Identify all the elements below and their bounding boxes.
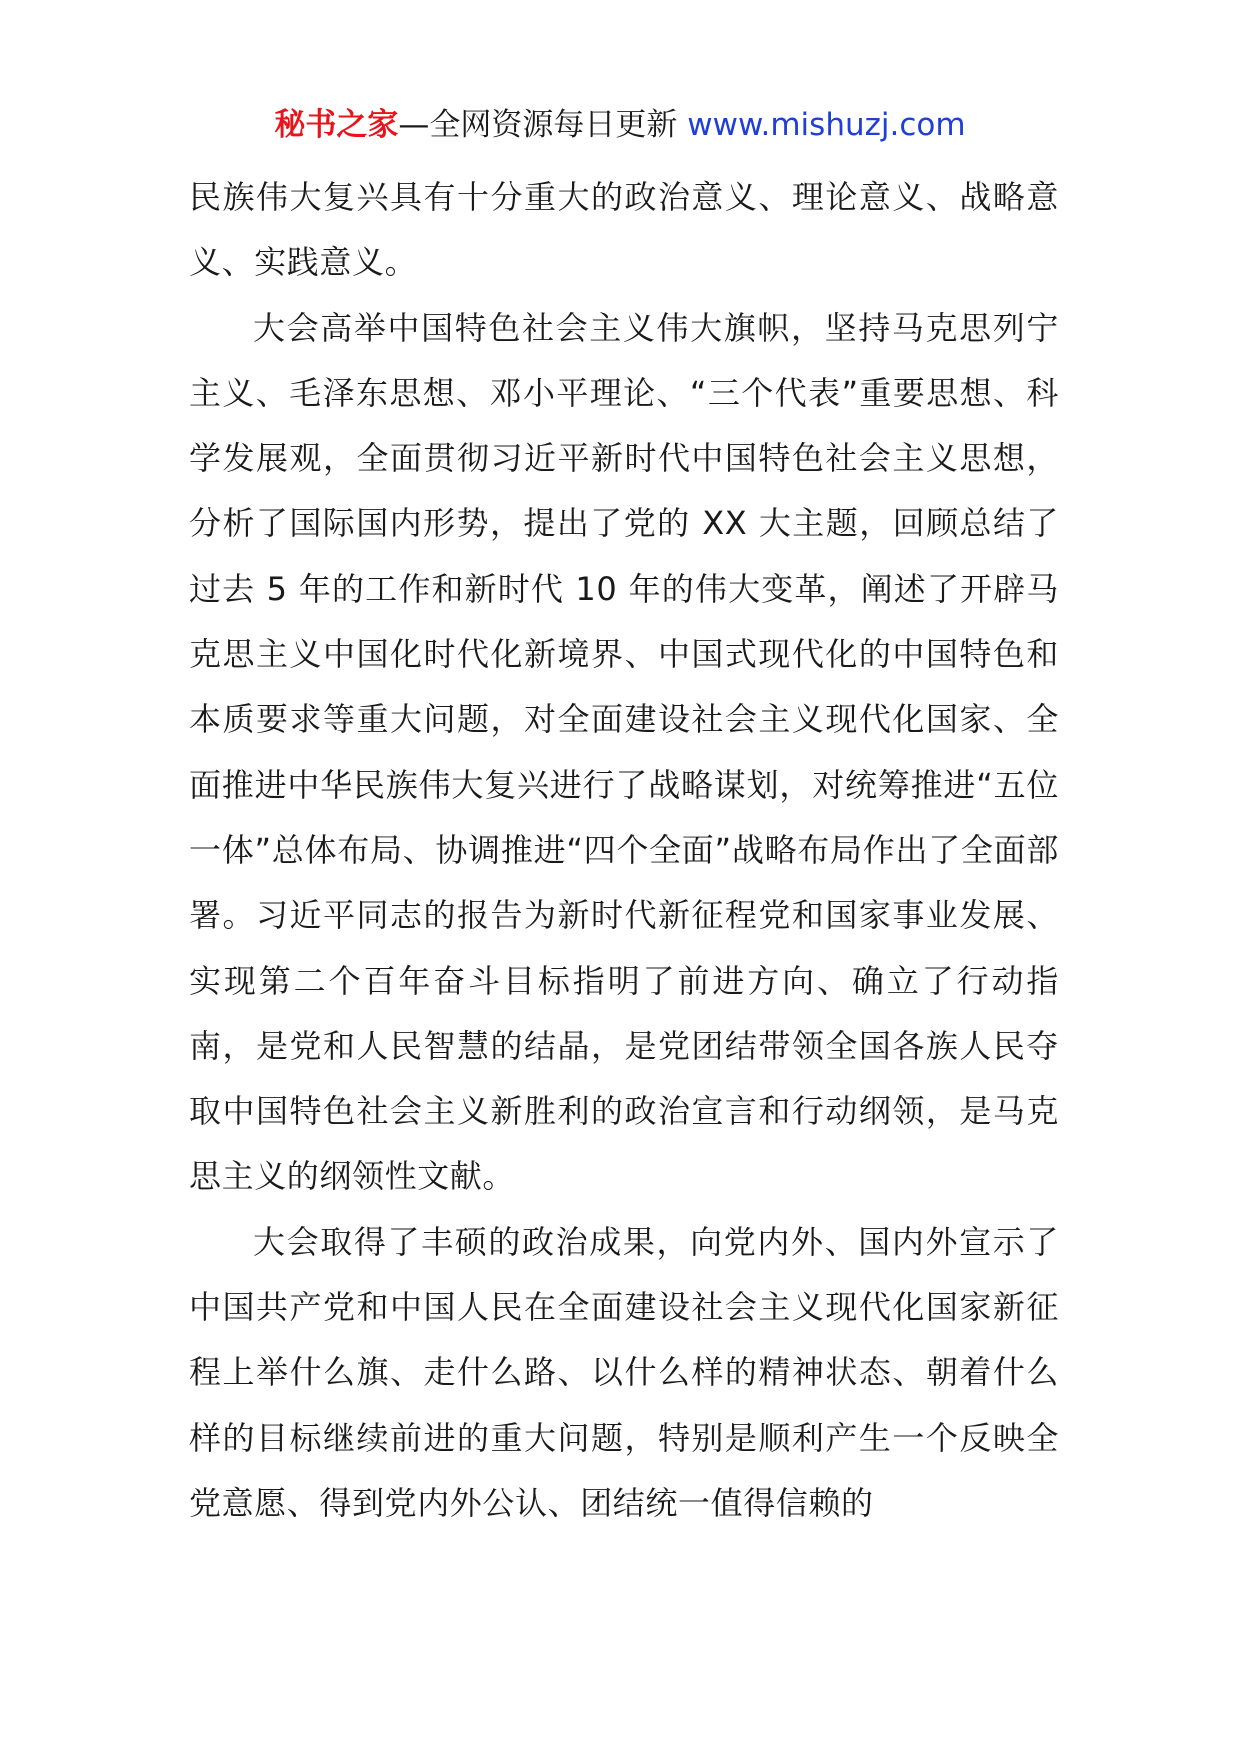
header-tagline: —全网资源每日更新 [398,107,688,143]
document-body [189,165,1059,1536]
paragraph: 大会取得了丰硕的政治成果，向党内外、国内外宣示了中国共产党和中国人民在全面建设社会主义现代化国家新征程上举什么旗、走什么路、以什么样的精神状态、朝着什么样的目标继续前进的重大问题，特别是顺利产生一个反映全党意愿、得到党内外公认、团结统一值得信赖的 [189,1222,1059,1522]
paragraph: 大会高举中国特色社会主义伟大旗帜，坚持马克思列宁主义、毛泽东思想、邓小平理论、“三个代表”重要思想、科学发展观，全面贯彻习近平新时代中国特色社会主义思想，分析了国际国内形势，提出了党的 XX 大主题，回顾总结了过去 5 年的工作和新时代 10 年的伟大变革，阐述了开辟马克思主义中国化时代化新境界、中国式现代化的中国特色和本质要求等重大问题，对全面建设社会主义现代化国家、全面推进中华民族伟大复兴进行了战略谋划，对统筹推进“五位一体”总体布局、协调推进“四个全面”战略布局作出了全面部署。习近平同志的报告为新时代新征程党和国家事业发展、实现第二个百年奋斗目标指明了前进方向、确立了行动指南，是党和人民智慧的结晶，是党团结带领全国各族人民夺取中国特色社会主义新胜利的政治宣言和行动纲领，是马克思主义的纲领性文献。 [189,308,1059,1196]
header-brand: 秘书之家 [274,107,399,143]
paragraph-continued: 民族伟大复兴具有十分重大的政治意义、理论意义、战略意义、实践意义。 [189,178,1059,282]
page-header [0,100,1240,150]
header-url[interactable]: www.mishuzj.com [687,107,966,143]
